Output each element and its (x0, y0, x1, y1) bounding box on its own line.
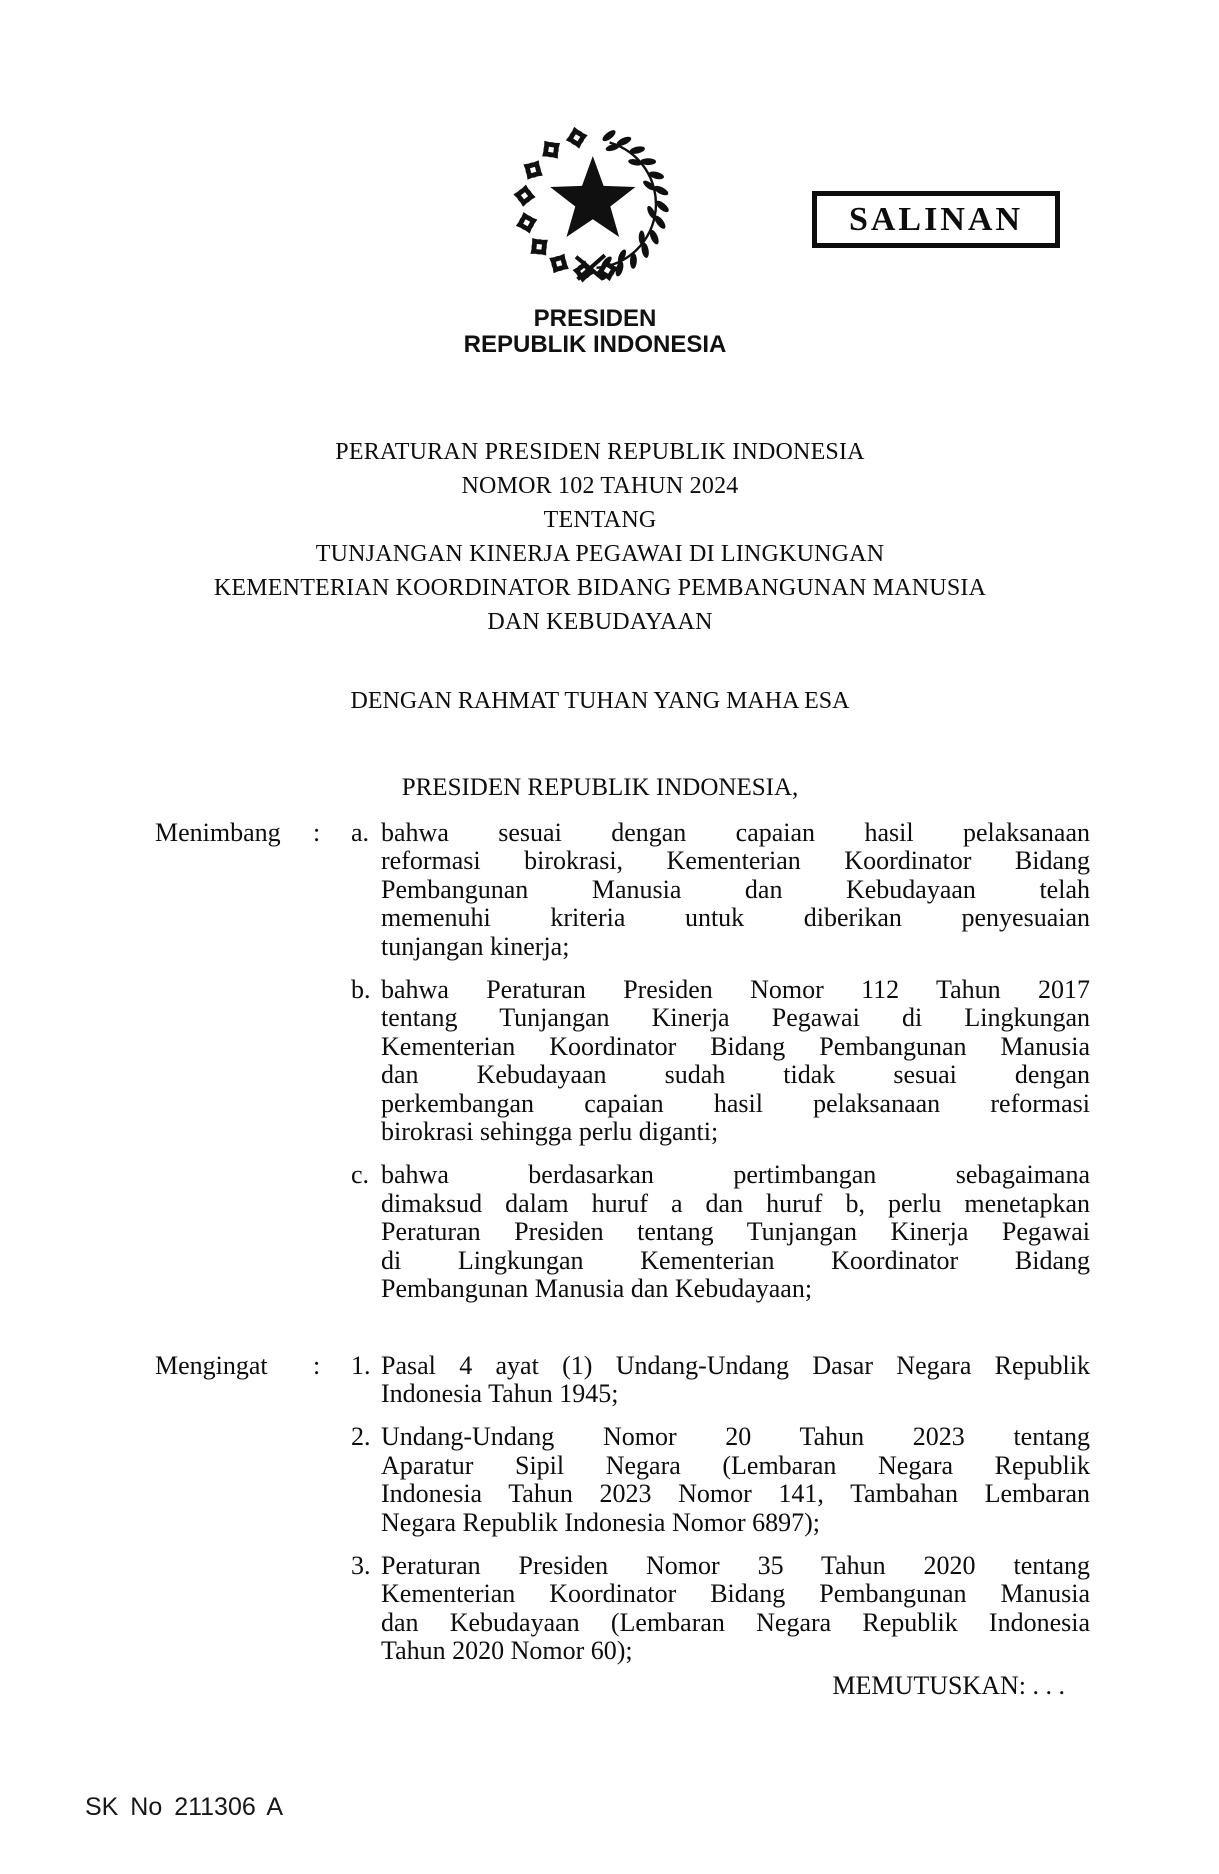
authority-line: PRESIDEN REPUBLIK INDONESIA, (401, 774, 799, 801)
recalling-item-3 (351, 1552, 1090, 1666)
section-menimbang (155, 819, 1090, 1304)
salinan-stamp-label: SALINAN (848, 200, 1024, 238)
section-colon: : (313, 1350, 321, 1380)
salinan-stamp (812, 191, 1060, 248)
item-marker: c. (351, 1160, 370, 1190)
regulation-title (0, 435, 1200, 639)
star-icon (550, 156, 635, 237)
considering-item-a (351, 819, 1090, 961)
section-mengingat (155, 1352, 1090, 1666)
item-text: bahwa Peraturan Presiden Nomor 112 Tahun 2017 tentang Tunjangan Kinerja Pegawai di Lingkungan Kementerian Koordinator Bidang Pembangunan Manusia dan Kebudayaan sudah tidak sesuai dengan perkembangan capaian hasil pelaksanaan reformasi birokrasi sehingga perlu diganti; (381, 975, 1090, 1147)
letterhead (0, 306, 1190, 358)
title-line-6: DAN KEBUDAYAAN (487, 609, 713, 635)
title-line-5: KEMENTERIAN KOORDINATOR BIDANG PEMBANGUNAN MANUSIA (213, 575, 987, 601)
recalling-item-1 (351, 1352, 1090, 1409)
title-line-3: TENTANG (543, 507, 657, 533)
document-body (155, 819, 1090, 1700)
item-marker: 1. (351, 1350, 371, 1380)
section-label: Menimbang (155, 818, 281, 847)
recalling-item-2 (351, 1423, 1090, 1537)
item-marker: 2. (351, 1422, 371, 1452)
considering-item-b (351, 976, 1090, 1146)
considering-item-c (351, 1161, 1090, 1303)
letterhead-line2: REPUBLIK INDONESIA (463, 331, 727, 358)
letterhead-line1: PRESIDEN (533, 305, 657, 332)
item-marker: b. (351, 975, 371, 1005)
decision-marker: MEMUTUSKAN: . . . (832, 1670, 1065, 1700)
title-line-1: PERATURAN PRESIDEN REPUBLIK INDONESIA (335, 439, 865, 465)
item-text: Undang-Undang Nomor 20 Tahun 2023 tentang Aparatur Sipil Negara (Lembaran Negara Republik Indonesia Tahun 2023 Nomor 141, Tambahan Lembaran Negara Republik Indonesia Nomor 6897); (381, 1422, 1090, 1537)
presidential-seal-icon (512, 122, 672, 286)
doc-number: SK No 211306 A (85, 1793, 284, 1821)
item-text: Pasal 4 ayat (1) Undang-Undang Dasar Negara Republik Indonesia Tahun 1945; (381, 1350, 1090, 1408)
item-text: bahwa berdasarkan pertimbangan sebagaimana dimaksud dalam huruf a dan huruf b, perlu menetapkan Peraturan Presiden tentang Tunjangan Kinerja Pegawai di Lingkungan Kementerian Koordinator Bidang Pembangunan Manusia dan Kebudayaan; (381, 1160, 1090, 1304)
title-line-2: NOMOR 102 TAHUN 2024 (461, 473, 739, 499)
invocation-line: DENGAN RAHMAT TUHAN YANG MAHA ESA (350, 688, 850, 714)
item-text: bahwa sesuai dengan capaian hasil pelaksanaan reformasi birokrasi, Kementerian Koordinator Bidang Pembangunan Manusia dan Kebudayaan telah memenuhi kriteria untuk diberikan penyesuaian tunjangan kinerja; (381, 818, 1090, 961)
item-marker: 3. (351, 1550, 371, 1580)
section-colon: : (313, 818, 321, 847)
section-label: Mengingat (155, 1350, 268, 1380)
title-line-4: TUNJANGAN KINERJA PEGAWAI DI LINGKUNGAN (315, 541, 885, 567)
item-marker: a. (351, 818, 370, 847)
item-text: Peraturan Presiden Nomor 35 Tahun 2020 tentang Kementerian Koordinator Bidang Pembangunan Manusia dan Kebudayaan (Lembaran Negara Republik Indonesia Tahun 2020 Nomor 60); (381, 1550, 1090, 1666)
